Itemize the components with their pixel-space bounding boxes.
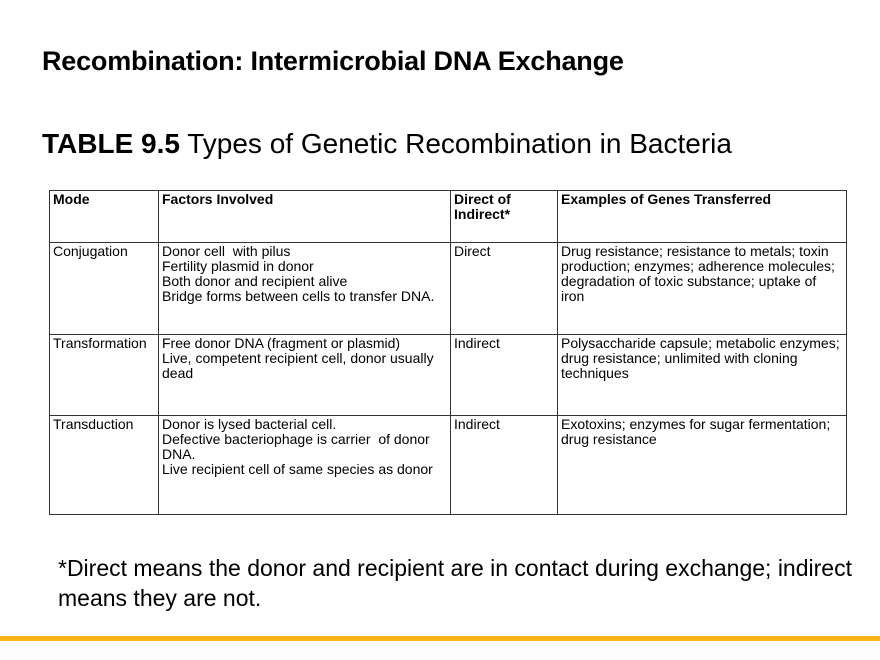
table-number: TABLE 9.5 xyxy=(42,128,180,159)
cell-examples: Exotoxins; enzymes for sugar fermentation; drug resistance xyxy=(558,416,847,515)
table-caption-text: Types of Genetic Recombination in Bacteria xyxy=(179,128,732,159)
factor-line: Fertility plasmid in donor xyxy=(162,258,314,274)
table-row xyxy=(50,243,847,335)
header-direct: Direct of Indirect* xyxy=(451,191,558,243)
table-header-row xyxy=(50,191,847,243)
cell-factors xyxy=(159,416,451,515)
header-examples: Examples of Genes Transferred xyxy=(558,191,847,243)
cell-direct: Direct xyxy=(451,243,558,335)
factor-line: Bridge forms between cells to transfer DNA. xyxy=(162,288,435,304)
cell-mode: Conjugation xyxy=(50,243,159,335)
recombination-table xyxy=(49,190,847,515)
cell-examples: Polysaccharide capsule; metabolic enzymes; drug resistance; unlimited with cloning techniques xyxy=(558,335,847,416)
cell-mode: Transformation xyxy=(50,335,159,416)
factor-line: Live, competent recipient cell, donor usually dead xyxy=(162,350,442,381)
bottom-band xyxy=(0,641,880,660)
header-mode: Mode xyxy=(50,191,159,243)
slide-title: Recombination: Intermicrobial DNA Exchange xyxy=(42,46,624,76)
factor-line: Both donor and recipient alive xyxy=(162,273,348,289)
header-factors: Factors Involved xyxy=(159,191,451,243)
cell-direct: Indirect xyxy=(451,335,558,416)
cell-mode: Transduction xyxy=(50,416,159,515)
table-caption xyxy=(42,128,732,160)
cell-factors xyxy=(159,243,451,335)
table-row xyxy=(50,416,847,515)
factor-line: Donor cell with pilus xyxy=(162,243,291,259)
cell-direct: Indirect xyxy=(451,416,558,515)
table-row xyxy=(50,335,847,416)
cell-factors xyxy=(159,335,451,416)
factor-line: Live recipient cell of same species as donor xyxy=(162,461,433,477)
cell-examples: Drug resistance; resistance to metals; toxin production; enzymes; adherence molecules; degradation of toxic substance; uptake of iron xyxy=(558,243,847,335)
factor-line: Free donor DNA (fragment or plasmid) xyxy=(162,335,401,351)
footnote: *Direct means the donor and recipient are in contact during exchange; indirect means they are not. xyxy=(58,555,852,611)
factor-line: Donor is lysed bacterial cell. xyxy=(162,416,337,432)
factor-line: Defective bacteriophage is carrier of donor DNA. xyxy=(162,431,434,462)
